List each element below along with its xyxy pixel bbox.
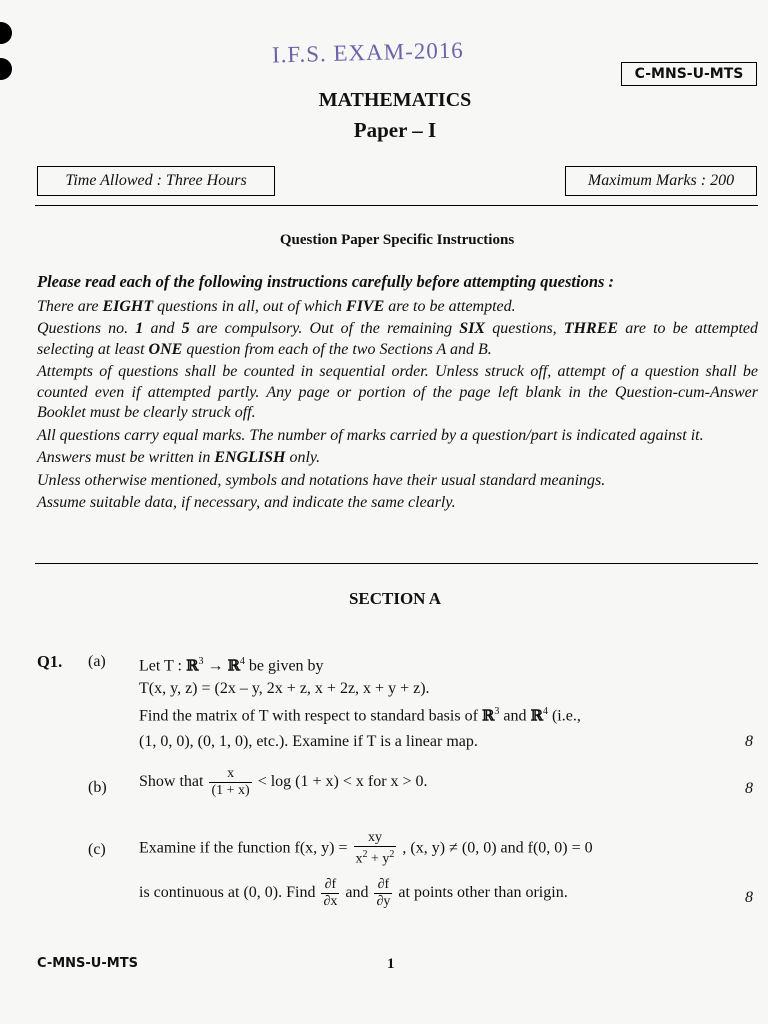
part-c-line-1: Examine if the function f(x, y) = $\frac{xy}{x^2 + y^2}$ , (x, y) ≠ (0, 0) and f(0, 0) = 0 [139,830,593,867]
part-b-label: (b) [88,779,107,796]
footer-paper-code: C-MNS-U-MTS [37,956,138,971]
part-a-marks: 8 [745,733,753,750]
instructions-intro: Please read each of the following instructions carefully before attempting questions : [37,272,615,291]
section-a-heading: SECTION A [348,589,442,608]
fraction-x-over-1-plus-x: $\frac{x}{(1 + x)}$ [211,766,250,798]
partial-f-partial-y: $\frac{\partial f}{\partial y}$ [376,877,391,909]
part-a-line-2: T(x, y, z) = (2x – y, 2x + z, x + 2z, x + y + z). [139,680,430,697]
time-allowed-box: Time Allowed : Three Hours [37,166,275,196]
instruction-6: Unless otherwise mentioned, symbols and notations have their usual standard meanings. [37,471,606,489]
part-a-line-3: Find the matrix of T with respect to standard basis of ℝ$^3$ and ℝ$^4$ (i.e., [139,706,581,725]
paper-title: Paper – I [353,118,437,142]
instructions-rule [35,563,758,564]
part-c-label: (c) [88,841,106,858]
part-a-line-4: (1, 0, 0), (0, 1, 0), etc.). Examine if T is a linear map. [139,733,478,750]
punch-hole-top [0,22,12,44]
part-b-text: Show that $\frac{x}{(1 + x)}$ < log (1 + x) < x for x > 0. [139,766,428,798]
exam-stamp: I.F.S. EXAM-2016 [271,37,465,68]
fraction-xy: $\frac{xy}{x^2 + y^2}$ [355,830,395,867]
subject-title: MATHEMATICS [318,89,472,111]
top-rule [35,205,758,206]
instruction-5: Answers must be written in ENGLISH only. [37,449,321,466]
partial-f-partial-x: $\frac{\partial f}{\partial x}$ [323,877,338,909]
maximum-marks-box: Maximum Marks : 200 [565,166,757,196]
part-a-label: (a) [88,653,106,670]
instruction-7: Assume suitable data, if necessary, and indicate the same clearly. [37,494,456,511]
part-b-marks: 8 [745,780,753,797]
instructions-heading: Question Paper Specific Instructions [279,232,515,248]
instruction-3: Attempts of questions shall be counted in sequential order. Unless struck off, attempt of a question shall be counted even if attempted partly. Any page or portion of the page left blank in the Question-cum-Answer Booklet must be clearly struck off. [37,363,758,421]
part-c-line-2: is continuous at (0, 0). Find $\frac{\partial f}{\partial x}$ and $\frac{\partial f}{\partial y}$ at points other than origin. [139,877,568,909]
instruction-2: Questions no. 1 and 5 are compulsory. Out of the remaining SIX questions, THREE are to be attempted selecting at least ONE question from each of the two Sections A and B. [37,320,759,358]
instruction-4: All questions carry equal marks. The number of marks carried by a question/part is indicated against it. [37,426,704,444]
part-a-line-1: Let T : ℝ$^3$ → ℝ$^4$ be given by [139,656,324,675]
punch-hole-bottom [0,58,12,80]
instructions-block [37,272,758,516]
instruction-1: There are EIGHT questions in all, out of which FIVE are to be attempted. [37,297,516,315]
paper-code-box: C-MNS-U-MTS [621,62,757,86]
part-c-marks: 8 [745,889,753,906]
page-number: 1 [387,956,395,972]
question-1-label: Q1. [37,652,63,671]
